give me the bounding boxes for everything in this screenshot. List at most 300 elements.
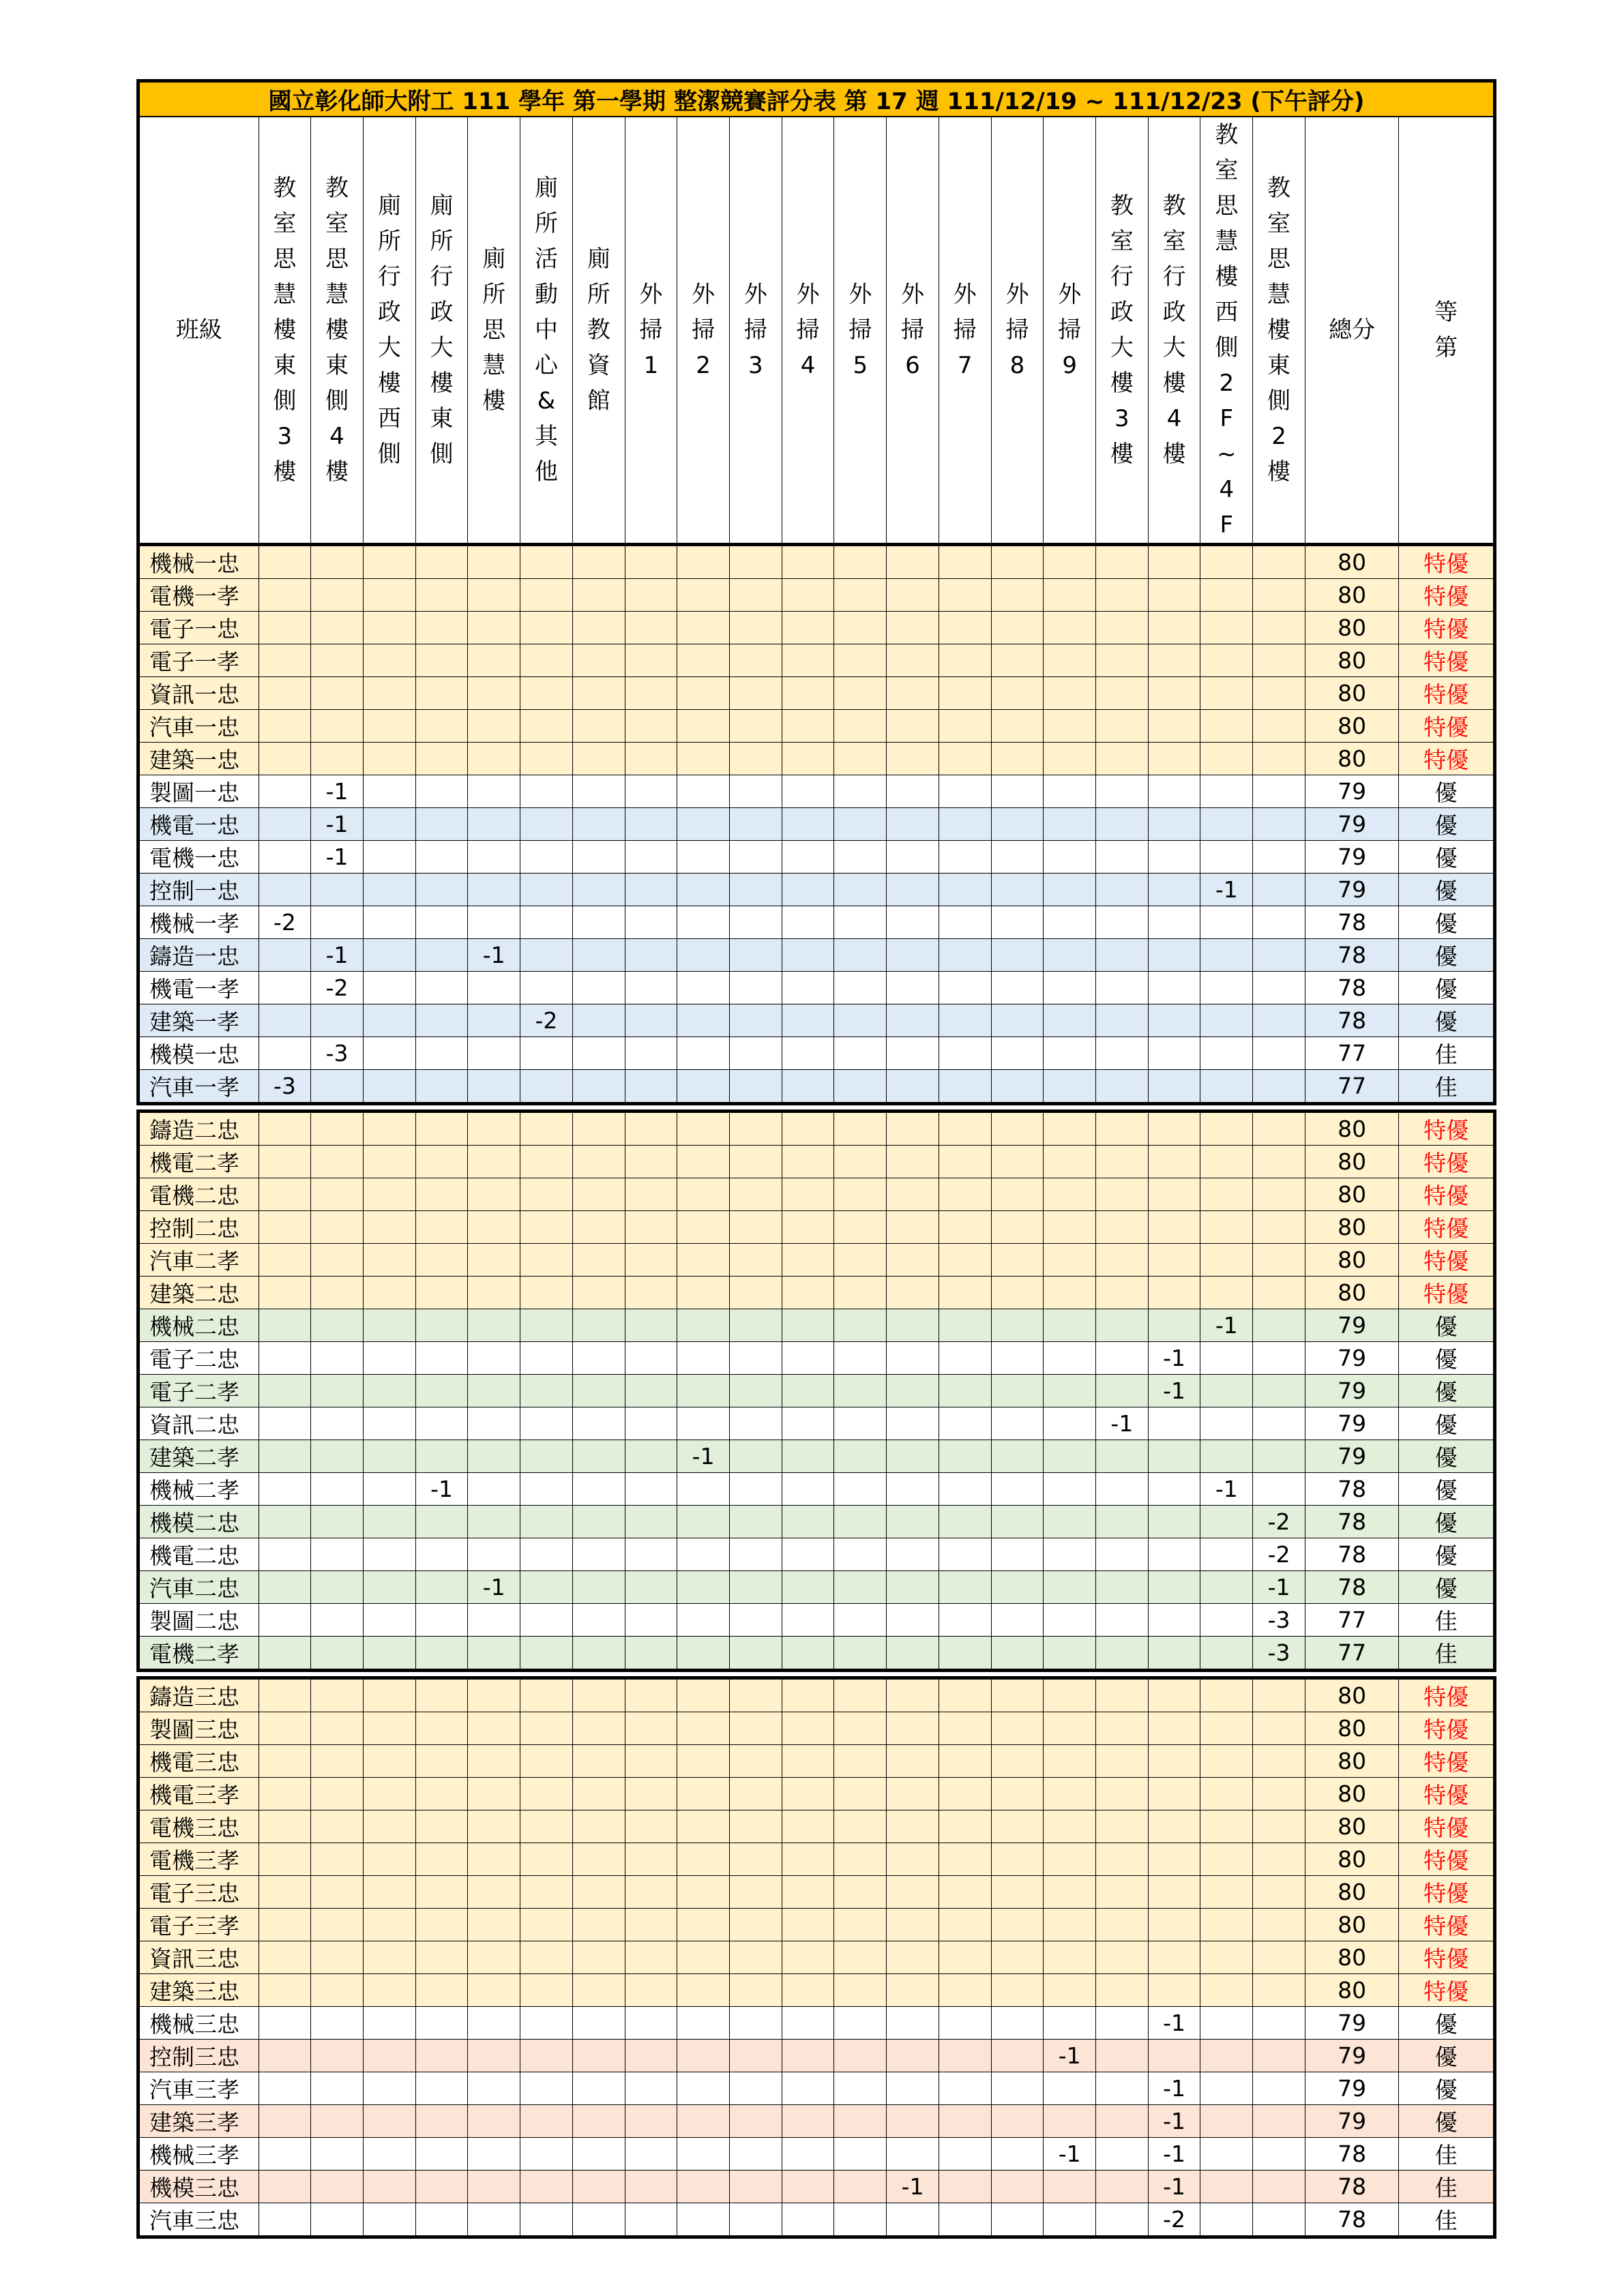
- total-score-cell: 78: [1305, 2138, 1398, 2171]
- empty-score-cell: [1253, 1876, 1305, 1909]
- empty-score-cell: [520, 1712, 573, 1745]
- empty-score-cell: [520, 1277, 573, 1309]
- empty-score-cell: [782, 1712, 834, 1745]
- empty-score-cell: [834, 1407, 887, 1440]
- deduction-cell: -1: [677, 1440, 730, 1473]
- empty-score-cell: [782, 2072, 834, 2105]
- empty-score-cell: [991, 1440, 1044, 1473]
- empty-score-cell: [887, 1843, 939, 1876]
- total-score-cell: 80: [1305, 743, 1398, 775]
- empty-score-cell: [1044, 579, 1096, 612]
- empty-score-cell: [625, 545, 677, 579]
- empty-score-cell: [468, 1843, 520, 1876]
- empty-score-cell: [259, 1112, 311, 1146]
- empty-score-cell: [1096, 972, 1149, 1004]
- empty-score-cell: [363, 1244, 415, 1277]
- empty-score-cell: [1200, 2105, 1253, 2138]
- empty-score-cell: [363, 972, 415, 1004]
- empty-score-cell: [1253, 1473, 1305, 1506]
- empty-score-cell: [887, 2138, 939, 2171]
- empty-score-cell: [1096, 1778, 1149, 1810]
- empty-score-cell: [1253, 2138, 1305, 2171]
- empty-score-cell: [468, 1637, 520, 1671]
- empty-score-cell: [991, 1309, 1044, 1342]
- empty-score-cell: [939, 1146, 991, 1178]
- empty-score-cell: [1096, 1810, 1149, 1843]
- table-row: [138, 2007, 1495, 2040]
- empty-score-cell: [415, 1277, 468, 1309]
- empty-score-cell: [677, 2007, 730, 2040]
- empty-score-cell: [572, 1037, 625, 1070]
- empty-score-cell: [520, 874, 573, 906]
- empty-score-cell: [1148, 1778, 1200, 1810]
- empty-score-cell: [729, 545, 782, 579]
- empty-score-cell: [729, 1037, 782, 1070]
- grade-cell: 優: [1399, 1440, 1495, 1473]
- empty-score-cell: [625, 2203, 677, 2237]
- empty-score-cell: [834, 1178, 887, 1211]
- empty-score-cell: [363, 939, 415, 972]
- empty-score-cell: [468, 1244, 520, 1277]
- empty-score-cell: [363, 1037, 415, 1070]
- empty-score-cell: [468, 710, 520, 743]
- empty-score-cell: [782, 1004, 834, 1037]
- empty-score-cell: [677, 1745, 730, 1778]
- empty-score-cell: [468, 612, 520, 644]
- empty-score-cell: [782, 545, 834, 579]
- empty-score-cell: [1096, 775, 1149, 808]
- empty-score-cell: [520, 743, 573, 775]
- header-area-8: [625, 117, 677, 545]
- empty-score-cell: [415, 612, 468, 644]
- empty-score-cell: [1044, 1037, 1096, 1070]
- empty-score-cell: [363, 874, 415, 906]
- table-row: [138, 1538, 1495, 1571]
- empty-score-cell: [572, 1375, 625, 1407]
- empty-score-cell: [259, 2138, 311, 2171]
- empty-score-cell: [1200, 2171, 1253, 2203]
- empty-score-cell: [834, 1146, 887, 1178]
- empty-score-cell: [520, 1604, 573, 1637]
- empty-score-cell: [887, 644, 939, 677]
- empty-score-cell: [834, 1909, 887, 1941]
- empty-score-cell: [520, 1571, 573, 1604]
- empty-score-cell: [259, 743, 311, 775]
- empty-score-cell: [834, 2105, 887, 2138]
- empty-score-cell: [572, 1070, 625, 1104]
- empty-score-cell: [887, 841, 939, 874]
- class-name-cell: 資訊一忠: [138, 677, 259, 710]
- empty-score-cell: [782, 1178, 834, 1211]
- empty-score-cell: [259, 972, 311, 1004]
- empty-score-cell: [1148, 808, 1200, 841]
- empty-score-cell: [311, 2040, 364, 2072]
- class-name-cell: 鑄造二忠: [138, 1112, 259, 1146]
- empty-score-cell: [1200, 1974, 1253, 2007]
- header-area-10-label: 外掃3: [743, 281, 767, 379]
- table-row: [138, 808, 1495, 841]
- empty-score-cell: [1253, 579, 1305, 612]
- empty-score-cell: [991, 1810, 1044, 1843]
- empty-score-cell: [520, 1146, 573, 1178]
- empty-score-cell: [887, 2072, 939, 2105]
- table-row: [138, 1146, 1495, 1178]
- empty-score-cell: [363, 2203, 415, 2237]
- empty-score-cell: [468, 808, 520, 841]
- empty-score-cell: [729, 874, 782, 906]
- total-score-cell: 80: [1305, 1876, 1398, 1909]
- empty-score-cell: [520, 644, 573, 677]
- total-score-cell: 79: [1305, 808, 1398, 841]
- empty-score-cell: [834, 1070, 887, 1104]
- empty-score-cell: [1044, 1070, 1096, 1104]
- header-area-9-label: 外掃2: [692, 281, 715, 379]
- empty-score-cell: [782, 1037, 834, 1070]
- empty-score-cell: [1096, 1678, 1149, 1712]
- empty-score-cell: [887, 677, 939, 710]
- total-score-cell: 78: [1305, 906, 1398, 939]
- empty-score-cell: [625, 1778, 677, 1810]
- empty-score-cell: [363, 1277, 415, 1309]
- empty-score-cell: [572, 2007, 625, 2040]
- class-name-cell: 電機三忠: [138, 1810, 259, 1843]
- deduction-cell: -1: [1200, 1309, 1253, 1342]
- empty-score-cell: [1044, 612, 1096, 644]
- empty-score-cell: [887, 1037, 939, 1070]
- header-area-17-label: 教室行政大樓3樓: [1110, 192, 1134, 468]
- empty-score-cell: [625, 1178, 677, 1211]
- deduction-cell: -1: [1148, 1342, 1200, 1375]
- grade-cell: 特優: [1399, 1810, 1495, 1843]
- empty-score-cell: [1096, 2105, 1149, 2138]
- empty-score-cell: [677, 1506, 730, 1538]
- empty-score-cell: [887, 2105, 939, 2138]
- empty-score-cell: [572, 1004, 625, 1037]
- total-score-cell: 78: [1305, 1473, 1398, 1506]
- empty-score-cell: [415, 2203, 468, 2237]
- empty-score-cell: [677, 743, 730, 775]
- header-area-14: [939, 117, 991, 545]
- header-area-20-label: 教室思慧樓東側2樓: [1267, 175, 1291, 486]
- empty-score-cell: [1253, 677, 1305, 710]
- empty-score-cell: [677, 1375, 730, 1407]
- empty-score-cell: [311, 1070, 364, 1104]
- empty-score-cell: [520, 1843, 573, 1876]
- empty-score-cell: [729, 1604, 782, 1637]
- empty-score-cell: [1044, 1778, 1096, 1810]
- empty-score-cell: [363, 1146, 415, 1178]
- header-total-label: 總分: [1329, 316, 1376, 344]
- empty-score-cell: [887, 2203, 939, 2237]
- empty-score-cell: [1253, 2171, 1305, 2203]
- empty-score-cell: [939, 1473, 991, 1506]
- empty-score-cell: [677, 644, 730, 677]
- empty-score-cell: [1253, 2203, 1305, 2237]
- empty-score-cell: [311, 743, 364, 775]
- empty-score-cell: [887, 906, 939, 939]
- empty-score-cell: [887, 1637, 939, 1671]
- empty-score-cell: [1044, 1178, 1096, 1211]
- total-score-cell: 80: [1305, 1778, 1398, 1810]
- total-score-cell: 80: [1305, 710, 1398, 743]
- empty-score-cell: [991, 874, 1044, 906]
- empty-score-cell: [1200, 1070, 1253, 1104]
- total-score-cell: 78: [1305, 1538, 1398, 1571]
- class-name-cell: 機模三忠: [138, 2171, 259, 2203]
- empty-score-cell: [834, 545, 887, 579]
- grade-cell: 特優: [1399, 644, 1495, 677]
- empty-score-cell: [729, 2072, 782, 2105]
- empty-score-cell: [1096, 1941, 1149, 1974]
- empty-score-cell: [259, 1974, 311, 2007]
- empty-score-cell: [415, 1604, 468, 1637]
- class-name-cell: 機械一孝: [138, 906, 259, 939]
- empty-score-cell: [363, 710, 415, 743]
- empty-score-cell: [677, 2040, 730, 2072]
- empty-score-cell: [1096, 1112, 1149, 1146]
- empty-score-cell: [729, 710, 782, 743]
- empty-score-cell: [415, 677, 468, 710]
- empty-score-cell: [468, 2040, 520, 2072]
- grade-cell: 優: [1399, 1538, 1495, 1571]
- empty-score-cell: [572, 2040, 625, 2072]
- empty-score-cell: [468, 972, 520, 1004]
- empty-score-cell: [363, 1843, 415, 1876]
- empty-score-cell: [1096, 677, 1149, 710]
- empty-score-cell: [572, 1778, 625, 1810]
- class-name-cell: 機電二忠: [138, 1538, 259, 1571]
- empty-score-cell: [677, 1843, 730, 1876]
- empty-score-cell: [887, 1678, 939, 1712]
- empty-score-cell: [782, 1309, 834, 1342]
- empty-score-cell: [572, 1974, 625, 2007]
- empty-score-cell: [311, 644, 364, 677]
- empty-score-cell: [572, 1244, 625, 1277]
- empty-score-cell: [259, 1506, 311, 1538]
- empty-score-cell: [729, 1211, 782, 1244]
- empty-score-cell: [887, 1112, 939, 1146]
- empty-score-cell: [520, 2203, 573, 2237]
- empty-score-cell: [991, 1375, 1044, 1407]
- empty-score-cell: [677, 545, 730, 579]
- empty-score-cell: [363, 1637, 415, 1671]
- empty-score-cell: [415, 1440, 468, 1473]
- empty-score-cell: [572, 1712, 625, 1745]
- empty-score-cell: [625, 1342, 677, 1375]
- empty-score-cell: [415, 545, 468, 579]
- empty-score-cell: [1096, 1637, 1149, 1671]
- empty-score-cell: [468, 2072, 520, 2105]
- empty-score-cell: [834, 1440, 887, 1473]
- empty-score-cell: [625, 808, 677, 841]
- score-table: [136, 79, 1496, 2239]
- empty-score-cell: [468, 1604, 520, 1637]
- empty-score-cell: [1200, 2040, 1253, 2072]
- class-name-cell: 機電一孝: [138, 972, 259, 1004]
- empty-score-cell: [782, 710, 834, 743]
- empty-score-cell: [729, 1778, 782, 1810]
- class-name-cell: 電機三孝: [138, 1843, 259, 1876]
- empty-score-cell: [834, 1810, 887, 1843]
- empty-score-cell: [887, 1538, 939, 1571]
- empty-score-cell: [572, 939, 625, 972]
- empty-score-cell: [1253, 743, 1305, 775]
- empty-score-cell: [625, 939, 677, 972]
- empty-score-cell: [939, 1070, 991, 1104]
- empty-score-cell: [625, 1974, 677, 2007]
- empty-score-cell: [1044, 1407, 1096, 1440]
- table-row: [138, 2105, 1495, 2138]
- empty-score-cell: [677, 2105, 730, 2138]
- empty-score-cell: [259, 1538, 311, 1571]
- empty-score-cell: [834, 1277, 887, 1309]
- class-name-cell: 建築二忠: [138, 1277, 259, 1309]
- empty-score-cell: [311, 1571, 364, 1604]
- table-row: [138, 579, 1495, 612]
- empty-score-cell: [1253, 1277, 1305, 1309]
- deduction-cell: -2: [259, 906, 311, 939]
- empty-score-cell: [468, 1778, 520, 1810]
- empty-score-cell: [520, 1538, 573, 1571]
- empty-score-cell: [259, 1211, 311, 1244]
- empty-score-cell: [834, 775, 887, 808]
- empty-score-cell: [259, 677, 311, 710]
- header-area-8-label: 外掃1: [639, 281, 663, 379]
- grade-cell: 優: [1399, 939, 1495, 972]
- empty-score-cell: [1096, 2171, 1149, 2203]
- empty-score-cell: [625, 677, 677, 710]
- empty-score-cell: [1253, 1745, 1305, 1778]
- empty-score-cell: [782, 1843, 834, 1876]
- header-area-7-label: 廁所教資館: [587, 245, 610, 415]
- empty-score-cell: [729, 1112, 782, 1146]
- empty-score-cell: [677, 1146, 730, 1178]
- grade-cell: 佳: [1399, 1637, 1495, 1671]
- empty-score-cell: [572, 2138, 625, 2171]
- grade-cell: 特優: [1399, 1941, 1495, 1974]
- empty-score-cell: [625, 1745, 677, 1778]
- empty-score-cell: [625, 1375, 677, 1407]
- grade-cell: 優: [1399, 1004, 1495, 1037]
- empty-score-cell: [572, 1941, 625, 1974]
- empty-score-cell: [729, 972, 782, 1004]
- grade-cell: 特優: [1399, 1678, 1495, 1712]
- empty-score-cell: [991, 1178, 1044, 1211]
- empty-score-cell: [1148, 1309, 1200, 1342]
- empty-score-cell: [782, 1909, 834, 1941]
- class-name-cell: 電機一孝: [138, 579, 259, 612]
- empty-score-cell: [363, 1810, 415, 1843]
- empty-score-cell: [834, 1473, 887, 1506]
- grade-cell: 特優: [1399, 612, 1495, 644]
- empty-score-cell: [677, 1778, 730, 1810]
- grade-cell: 特優: [1399, 1843, 1495, 1876]
- empty-score-cell: [939, 1571, 991, 1604]
- empty-score-cell: [1200, 545, 1253, 579]
- empty-score-cell: [1096, 1070, 1149, 1104]
- empty-score-cell: [363, 1112, 415, 1146]
- deduction-cell: -1: [1148, 1375, 1200, 1407]
- empty-score-cell: [625, 874, 677, 906]
- deduction-cell: -1: [1044, 2138, 1096, 2171]
- empty-score-cell: [625, 1843, 677, 1876]
- empty-score-cell: [572, 1407, 625, 1440]
- table-row: [138, 545, 1495, 579]
- grade-cell: 優: [1399, 1506, 1495, 1538]
- empty-score-cell: [572, 2203, 625, 2237]
- header-area-5: [468, 117, 520, 545]
- empty-score-cell: [834, 972, 887, 1004]
- empty-score-cell: [1200, 1004, 1253, 1037]
- empty-score-cell: [363, 1778, 415, 1810]
- table-row: [138, 1112, 1495, 1146]
- grade-cell: 優: [1399, 1309, 1495, 1342]
- total-score-cell: 80: [1305, 612, 1398, 644]
- empty-score-cell: [468, 545, 520, 579]
- empty-score-cell: [468, 2203, 520, 2237]
- empty-score-cell: [1253, 1440, 1305, 1473]
- empty-score-cell: [1096, 1440, 1149, 1473]
- table-row: [138, 1778, 1495, 1810]
- empty-score-cell: [415, 874, 468, 906]
- grade-cell: 特優: [1399, 1277, 1495, 1309]
- empty-score-cell: [415, 1070, 468, 1104]
- deduction-cell: -1: [468, 939, 520, 972]
- empty-score-cell: [939, 1244, 991, 1277]
- empty-score-cell: [363, 1974, 415, 2007]
- empty-score-cell: [1253, 1309, 1305, 1342]
- table-row: [138, 710, 1495, 743]
- empty-score-cell: [363, 2007, 415, 2040]
- empty-score-cell: [1200, 1506, 1253, 1538]
- empty-score-cell: [1148, 1112, 1200, 1146]
- empty-score-cell: [729, 1342, 782, 1375]
- empty-score-cell: [311, 710, 364, 743]
- grade-cell: 優: [1399, 1375, 1495, 1407]
- empty-score-cell: [834, 1342, 887, 1375]
- empty-score-cell: [415, 1309, 468, 1342]
- empty-score-cell: [939, 1778, 991, 1810]
- grade-cell: 特優: [1399, 1244, 1495, 1277]
- empty-score-cell: [572, 1909, 625, 1941]
- class-name-cell: 鑄造三忠: [138, 1678, 259, 1712]
- empty-score-cell: [572, 1112, 625, 1146]
- empty-score-cell: [363, 1506, 415, 1538]
- total-score-cell: 80: [1305, 1843, 1398, 1876]
- empty-score-cell: [729, 644, 782, 677]
- empty-score-cell: [782, 2203, 834, 2237]
- grade-cell: 佳: [1399, 2171, 1495, 2203]
- empty-score-cell: [1200, 775, 1253, 808]
- table-row: [138, 1244, 1495, 1277]
- empty-score-cell: [729, 1506, 782, 1538]
- total-score-cell: 79: [1305, 2072, 1398, 2105]
- header-row: [138, 117, 1495, 545]
- empty-score-cell: [729, 677, 782, 710]
- empty-score-cell: [782, 1277, 834, 1309]
- empty-score-cell: [259, 1778, 311, 1810]
- empty-score-cell: [887, 939, 939, 972]
- empty-score-cell: [1096, 808, 1149, 841]
- empty-score-cell: [1148, 1244, 1200, 1277]
- empty-score-cell: [363, 1678, 415, 1712]
- empty-score-cell: [887, 1941, 939, 1974]
- table-row: [138, 1810, 1495, 1843]
- empty-score-cell: [834, 1712, 887, 1745]
- group-gap-cell: [138, 1104, 1495, 1112]
- empty-score-cell: [1148, 1506, 1200, 1538]
- grade-cell: 優: [1399, 2105, 1495, 2138]
